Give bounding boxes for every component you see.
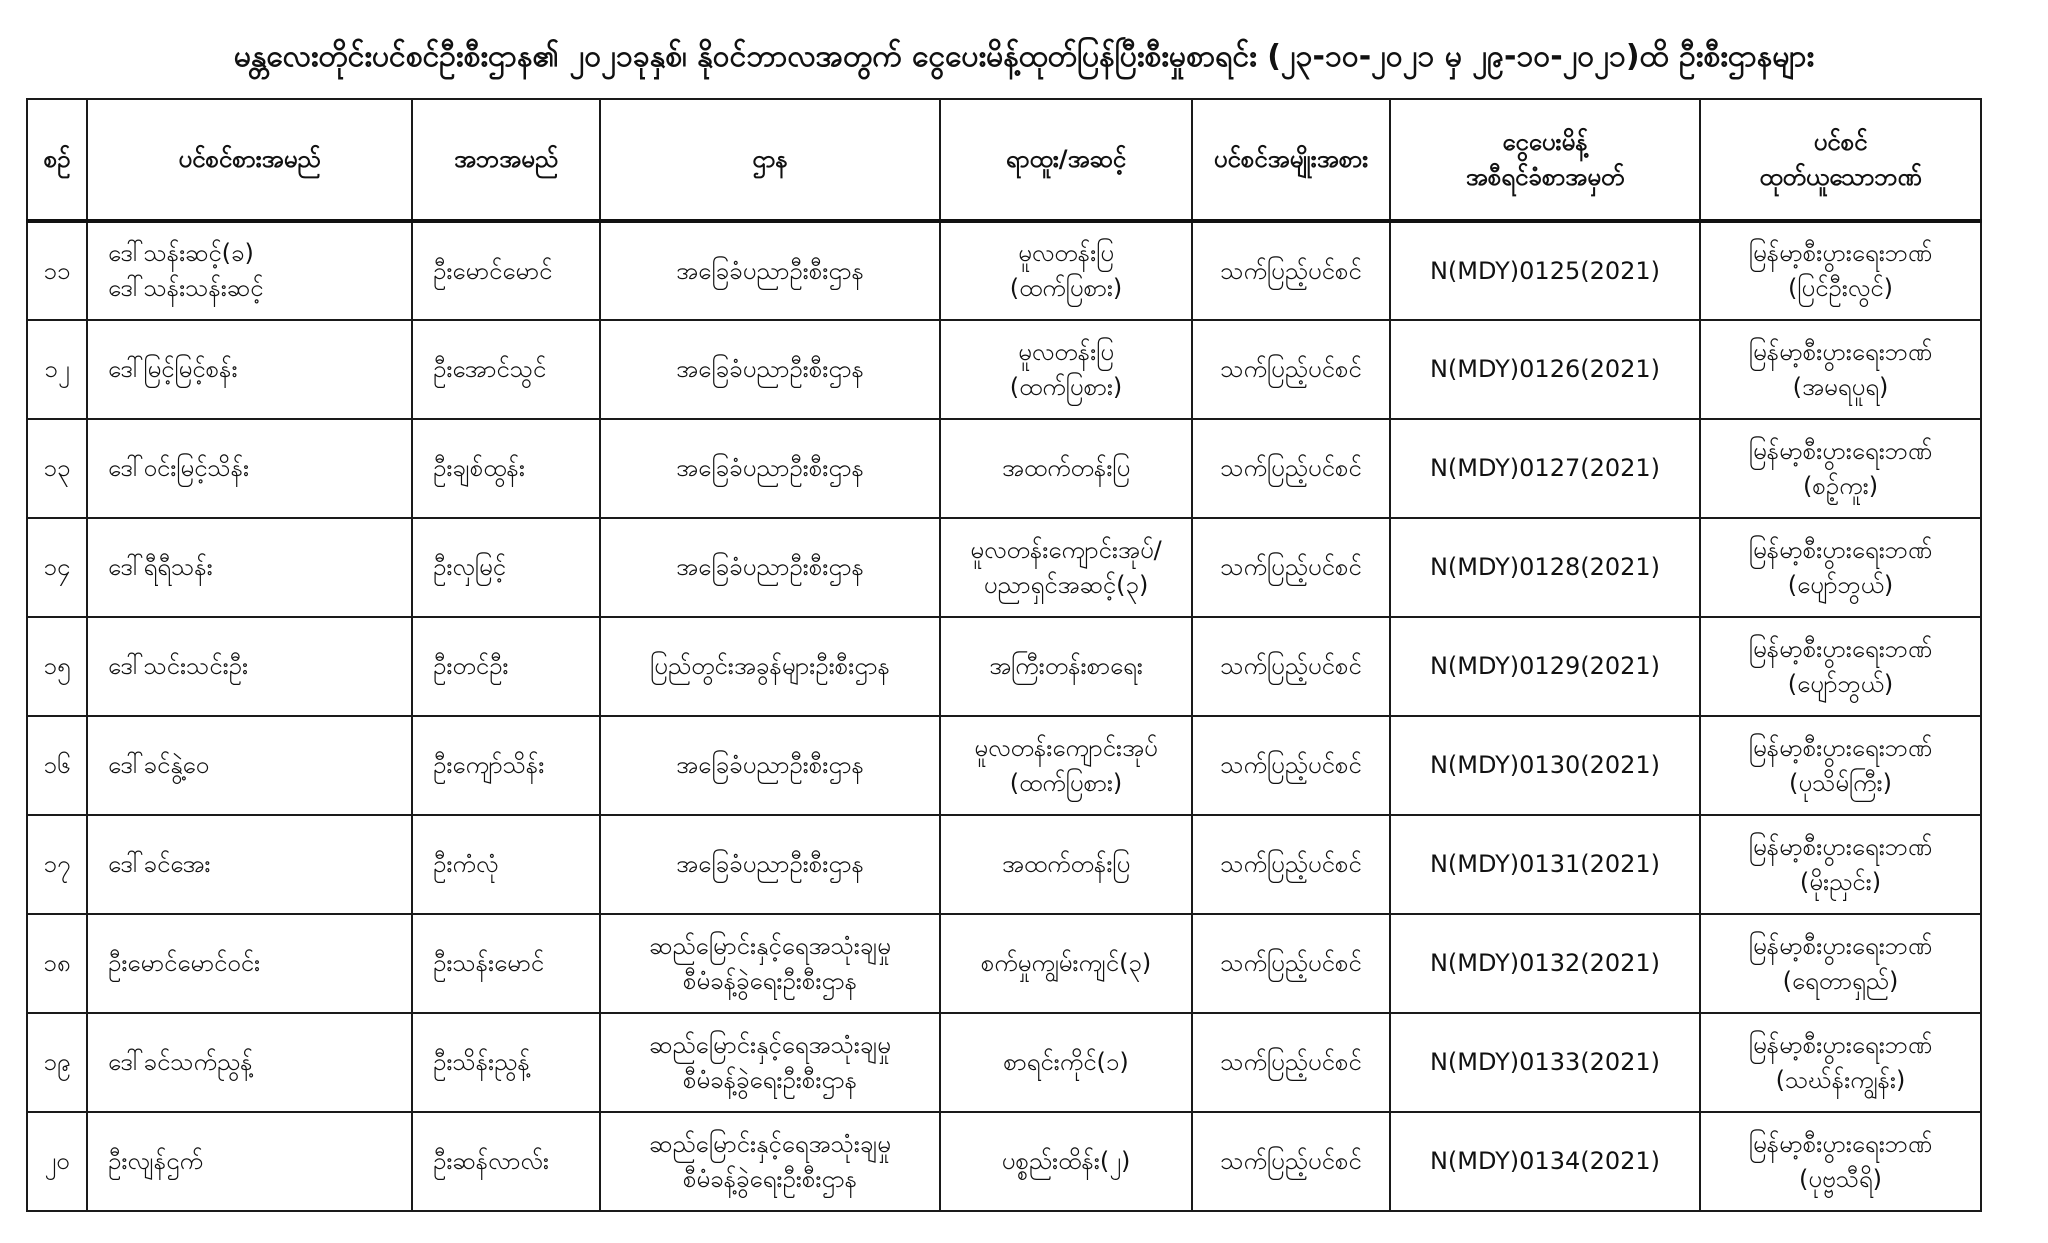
cell-rank-line: မူလတန်းကျောင်းအုပ် bbox=[974, 733, 1158, 762]
cell-bank bbox=[1700, 815, 1981, 914]
cell-type: သက်ပြည့်ပင်စင် bbox=[1192, 518, 1390, 617]
cell-no: ၂၀ bbox=[27, 1112, 87, 1211]
cell-pensioner bbox=[87, 815, 412, 914]
cell-rank-line: (ထက်ပြစား) bbox=[1009, 768, 1123, 797]
header-order-line2: အစီရင်ခံစာအမှတ် bbox=[1465, 162, 1625, 191]
document-title: မန္တလေးတိုင်းပင်စင်ဦးစီးဌာန၏ ၂၀၂၁ခုနှစ်၊ နိုဝင်ဘာလအတွက် ငွေပေးမိန့်ထုတ်ပြန်ပြီးစီးမှုစာရင်း (၂၃-၁၀-၂၀၂၁ မှ ၂၉-၁၀-၂၀၂၁)ထိ ဦးစီးဌာနများ bbox=[233, 39, 1815, 74]
header-no: စဉ် bbox=[27, 99, 87, 221]
cell-rank bbox=[940, 914, 1192, 1013]
cell-bank-line: မြန်မာ့စီးပွားရေးဘဏ် bbox=[1748, 931, 1933, 960]
cell-department bbox=[600, 716, 940, 815]
cell-pensioner-line: ဒေါ်ခင်အေး bbox=[108, 850, 211, 879]
cell-no: ၁၁ bbox=[27, 221, 87, 320]
cell-pensioner-line: ဒေါ်သန်းဆင့်(ခ) bbox=[108, 239, 254, 268]
cell-rank bbox=[940, 221, 1192, 320]
pension-table bbox=[26, 98, 1982, 1212]
cell-no: ၁၄ bbox=[27, 518, 87, 617]
header-bank-line1: ပင်စင် bbox=[1813, 127, 1868, 156]
cell-department-line: ဆည်မြောင်းနှင့်ရေအသုံးချမှု bbox=[649, 931, 891, 960]
cell-order: N(MDY)0133(2021) bbox=[1390, 1013, 1700, 1112]
cell-order: N(MDY)0129(2021) bbox=[1390, 617, 1700, 716]
cell-department bbox=[600, 419, 940, 518]
cell-type: သက်ပြည့်ပင်စင် bbox=[1192, 716, 1390, 815]
cell-bank-line: မြန်မာ့စီးပွားရေးဘဏ် bbox=[1748, 634, 1933, 663]
cell-rank bbox=[940, 815, 1192, 914]
cell-bank-line: မြန်မာ့စီးပွားရေးဘဏ် bbox=[1748, 832, 1933, 861]
cell-bank-line: (ပြင်ဦးလွင်) bbox=[1788, 274, 1893, 302]
cell-rank-line: ပညာရှင်အဆင့်(၃) bbox=[983, 570, 1149, 599]
cell-department-line: စီမံခန့်ခွဲရေးဦးစီးဌာန bbox=[682, 1164, 858, 1193]
table-row bbox=[27, 716, 1981, 815]
cell-pensioner-line: ဒေါ်မြင့်မြင့်စန်း bbox=[108, 355, 238, 384]
cell-type: သက်ပြည့်ပင်စင် bbox=[1192, 617, 1390, 716]
cell-bank-line: မြန်မာ့စီးပွားရေးဘဏ် bbox=[1748, 1129, 1933, 1158]
cell-order: N(MDY)0128(2021) bbox=[1390, 518, 1700, 617]
cell-rank-line: (ထက်ပြစား) bbox=[1009, 372, 1123, 401]
cell-order: N(MDY)0127(2021) bbox=[1390, 419, 1700, 518]
cell-type: သက်ပြည့်ပင်စင် bbox=[1192, 1112, 1390, 1211]
cell-order: N(MDY)0125(2021) bbox=[1390, 221, 1700, 320]
cell-no: ၁၈ bbox=[27, 914, 87, 1013]
cell-bank-line: မြန်မာ့စီးပွားရေးဘဏ် bbox=[1748, 239, 1933, 268]
cell-pensioner-line: ဒေါ်ရီရီသန်း bbox=[108, 553, 213, 582]
cell-department-line: စီမံခန့်ခွဲရေးဦးစီးဌာန bbox=[682, 966, 858, 995]
cell-no: ၁၆ bbox=[27, 716, 87, 815]
table-row bbox=[27, 617, 1981, 716]
cell-rank-line: အထက်တန်းပြ bbox=[1001, 850, 1131, 879]
cell-bank-line: (စဉ့်ကူး) bbox=[1802, 471, 1879, 500]
cell-type: သက်ပြည့်ပင်စင် bbox=[1192, 815, 1390, 914]
cell-type: သက်ပြည့်ပင်စင် bbox=[1192, 221, 1390, 320]
header-department: ဌာန bbox=[600, 99, 940, 221]
cell-department-line: အခြေခံပညာဦးစီးဌာန bbox=[676, 256, 864, 285]
cell-no: ၁၇ bbox=[27, 815, 87, 914]
cell-bank-line: မြန်မာ့စီးပွားရေးဘဏ် bbox=[1748, 337, 1933, 366]
cell-father: ဦးဆန်လာလ်း bbox=[412, 1112, 600, 1211]
header-order-line1: ငွေပေးမိန့် bbox=[1502, 127, 1588, 156]
cell-pensioner-line: ဦးလျန်ဌက် bbox=[108, 1147, 203, 1176]
cell-rank bbox=[940, 518, 1192, 617]
table-row bbox=[27, 815, 1981, 914]
table-row bbox=[27, 419, 1981, 518]
table-row bbox=[27, 1013, 1981, 1112]
cell-order: N(MDY)0131(2021) bbox=[1390, 815, 1700, 914]
cell-order: N(MDY)0130(2021) bbox=[1390, 716, 1700, 815]
cell-department bbox=[600, 617, 940, 716]
cell-order: N(MDY)0132(2021) bbox=[1390, 914, 1700, 1013]
cell-no: ၁၃ bbox=[27, 419, 87, 518]
cell-bank-line: (ပုဗ္ဗသီရိ) bbox=[1798, 1164, 1883, 1193]
cell-bank-line: (ပုသိမ်ကြီး) bbox=[1789, 768, 1892, 797]
cell-pensioner bbox=[87, 320, 412, 419]
cell-bank-line: (ပျော်ဘွယ်) bbox=[1787, 669, 1894, 698]
cell-department-line: အခြေခံပညာဦးစီးဌာန bbox=[676, 553, 864, 582]
cell-bank bbox=[1700, 617, 1981, 716]
cell-pensioner bbox=[87, 1112, 412, 1211]
header-bank-line2: ထုတ်ယူသောဘဏ် bbox=[1759, 162, 1922, 191]
table-row bbox=[27, 320, 1981, 419]
cell-rank-line: စက်မှုကျွမ်းကျင်(၃) bbox=[980, 949, 1152, 978]
cell-pensioner bbox=[87, 716, 412, 815]
cell-type: သက်ပြည့်ပင်စင် bbox=[1192, 1013, 1390, 1112]
cell-rank bbox=[940, 617, 1192, 716]
cell-no: ၁၉ bbox=[27, 1013, 87, 1112]
cell-father: ဦးသန်းမောင် bbox=[412, 914, 600, 1013]
cell-pensioner-line: ဦးမောင်မောင်ဝင်း bbox=[108, 949, 261, 978]
cell-type: သက်ပြည့်ပင်စင် bbox=[1192, 914, 1390, 1013]
cell-department-line: အခြေခံပညာဦးစီးဌာန bbox=[676, 454, 864, 483]
cell-department-line: ဆည်မြောင်းနှင့်ရေအသုံးချမှု bbox=[649, 1030, 891, 1059]
cell-bank bbox=[1700, 1013, 1981, 1112]
cell-pensioner bbox=[87, 518, 412, 617]
cell-bank bbox=[1700, 320, 1981, 419]
cell-pensioner-line: ဒေါ်ခင်နွဲ့ဝေ bbox=[108, 751, 210, 780]
cell-rank bbox=[940, 1112, 1192, 1211]
cell-bank-line: မြန်မာ့စီးပွားရေးဘဏ် bbox=[1748, 1030, 1933, 1059]
cell-bank-line: (မိုးညှင်း) bbox=[1799, 867, 1882, 896]
cell-father: ဦးလှမြင့် bbox=[412, 518, 600, 617]
cell-father: ဦးသိန်းညွန့် bbox=[412, 1013, 600, 1112]
cell-bank bbox=[1700, 518, 1981, 617]
cell-order: N(MDY)0126(2021) bbox=[1390, 320, 1700, 419]
cell-department-line: ဆည်မြောင်းနှင့်ရေအသုံးချမှု bbox=[649, 1129, 891, 1158]
cell-department bbox=[600, 518, 940, 617]
table-row bbox=[27, 518, 1981, 617]
cell-rank bbox=[940, 320, 1192, 419]
cell-department-line: အခြေခံပညာဦးစီးဌာန bbox=[676, 355, 864, 384]
cell-father: ဦးကျော်သိန်း bbox=[412, 716, 600, 815]
cell-bank-line: မြန်မာ့စီးပွားရေးဘဏ် bbox=[1748, 733, 1933, 762]
cell-father: ဦးချစ်ထွန်း bbox=[412, 419, 600, 518]
cell-bank-line: (အမရပူရ) bbox=[1792, 372, 1889, 401]
cell-department bbox=[600, 1112, 940, 1211]
cell-rank-line: အကြီးတန်းစာရေး bbox=[989, 652, 1143, 681]
header-order bbox=[1390, 99, 1700, 221]
cell-no: ၁၂ bbox=[27, 320, 87, 419]
table-row bbox=[27, 914, 1981, 1013]
header-pensioner: ပင်စင်စားအမည် bbox=[87, 99, 412, 221]
header-bank bbox=[1700, 99, 1981, 221]
table-row bbox=[27, 1112, 1981, 1211]
cell-bank-line: မြန်မာ့စီးပွားရေးဘဏ် bbox=[1748, 535, 1933, 564]
cell-father: ဦးတင်ဦး bbox=[412, 617, 600, 716]
cell-no: ၁၅ bbox=[27, 617, 87, 716]
cell-type: သက်ပြည့်ပင်စင် bbox=[1192, 419, 1390, 518]
cell-rank bbox=[940, 1013, 1192, 1112]
cell-bank bbox=[1700, 221, 1981, 320]
table-header-row bbox=[27, 99, 1981, 221]
cell-pensioner bbox=[87, 617, 412, 716]
cell-pensioner-line: ဒေါ်သင်းသင်းဦး bbox=[108, 652, 249, 681]
cell-father: ဦးမောင်မောင် bbox=[412, 221, 600, 320]
cell-department-line: စီမံခန့်ခွဲရေးဦးစီးဌာန bbox=[682, 1065, 858, 1094]
cell-pensioner bbox=[87, 419, 412, 518]
cell-bank bbox=[1700, 419, 1981, 518]
table-body bbox=[27, 221, 1981, 1211]
cell-pensioner bbox=[87, 221, 412, 320]
cell-pensioner-line: ဒေါ်ဝင်းမြင့်သိန်း bbox=[108, 454, 250, 483]
cell-father: ဦးအောင်သွင် bbox=[412, 320, 600, 419]
cell-department-line: အခြေခံပညာဦးစီးဌာန bbox=[676, 850, 864, 879]
cell-department bbox=[600, 815, 940, 914]
cell-order: N(MDY)0134(2021) bbox=[1390, 1112, 1700, 1211]
cell-bank bbox=[1700, 914, 1981, 1013]
header-rank: ရာထူး/အဆင့် bbox=[940, 99, 1192, 221]
cell-bank-line: (ပျော်ဘွယ်) bbox=[1787, 570, 1894, 599]
cell-pensioner bbox=[87, 914, 412, 1013]
table-row bbox=[27, 221, 1981, 320]
cell-department bbox=[600, 221, 940, 320]
cell-bank-line: မြန်မာ့စီးပွားရေးဘဏ် bbox=[1748, 436, 1933, 465]
cell-department bbox=[600, 1013, 940, 1112]
cell-bank bbox=[1700, 1112, 1981, 1211]
cell-rank-line: မူလတန်းပြ bbox=[1018, 239, 1114, 268]
cell-bank bbox=[1700, 716, 1981, 815]
cell-department bbox=[600, 914, 940, 1013]
cell-rank-line: အထက်တန်းပြ bbox=[1001, 454, 1131, 483]
cell-pensioner-line: ဒေါ်သန်းသန်းဆင့် bbox=[108, 274, 264, 302]
header-type: ပင်စင်အမျိုးအစား bbox=[1192, 99, 1390, 221]
cell-rank-line: မူလတန်းကျောင်းအုပ်/ bbox=[970, 535, 1162, 564]
cell-department-line: ပြည်တွင်းအခွန်များဦးစီးဌာန bbox=[650, 652, 890, 681]
cell-bank-line: (ရေတာရှည်) bbox=[1782, 966, 1899, 995]
cell-pensioner-line: ဒေါ်ခင်သက်ညွန့် bbox=[108, 1048, 253, 1077]
cell-pensioner bbox=[87, 1013, 412, 1112]
cell-bank-line: (သဃ်န်းကျွန်း) bbox=[1775, 1065, 1906, 1094]
cell-rank bbox=[940, 716, 1192, 815]
cell-rank bbox=[940, 419, 1192, 518]
cell-rank-line: စာရင်းကိုင်(၁) bbox=[1003, 1048, 1129, 1077]
header-father: အဘအမည် bbox=[412, 99, 600, 221]
cell-father: ဦးကံလုံ bbox=[412, 815, 600, 914]
cell-department-line: အခြေခံပညာဦးစီးဌာန bbox=[676, 751, 864, 780]
cell-rank-line: ပစ္စည်းထိန်း(၂) bbox=[1001, 1147, 1131, 1176]
cell-type: သက်ပြည့်ပင်စင် bbox=[1192, 320, 1390, 419]
cell-rank-line: မူလတန်းပြ bbox=[1018, 337, 1114, 366]
cell-department bbox=[600, 320, 940, 419]
cell-rank-line: (ထက်ပြစား) bbox=[1009, 274, 1123, 302]
